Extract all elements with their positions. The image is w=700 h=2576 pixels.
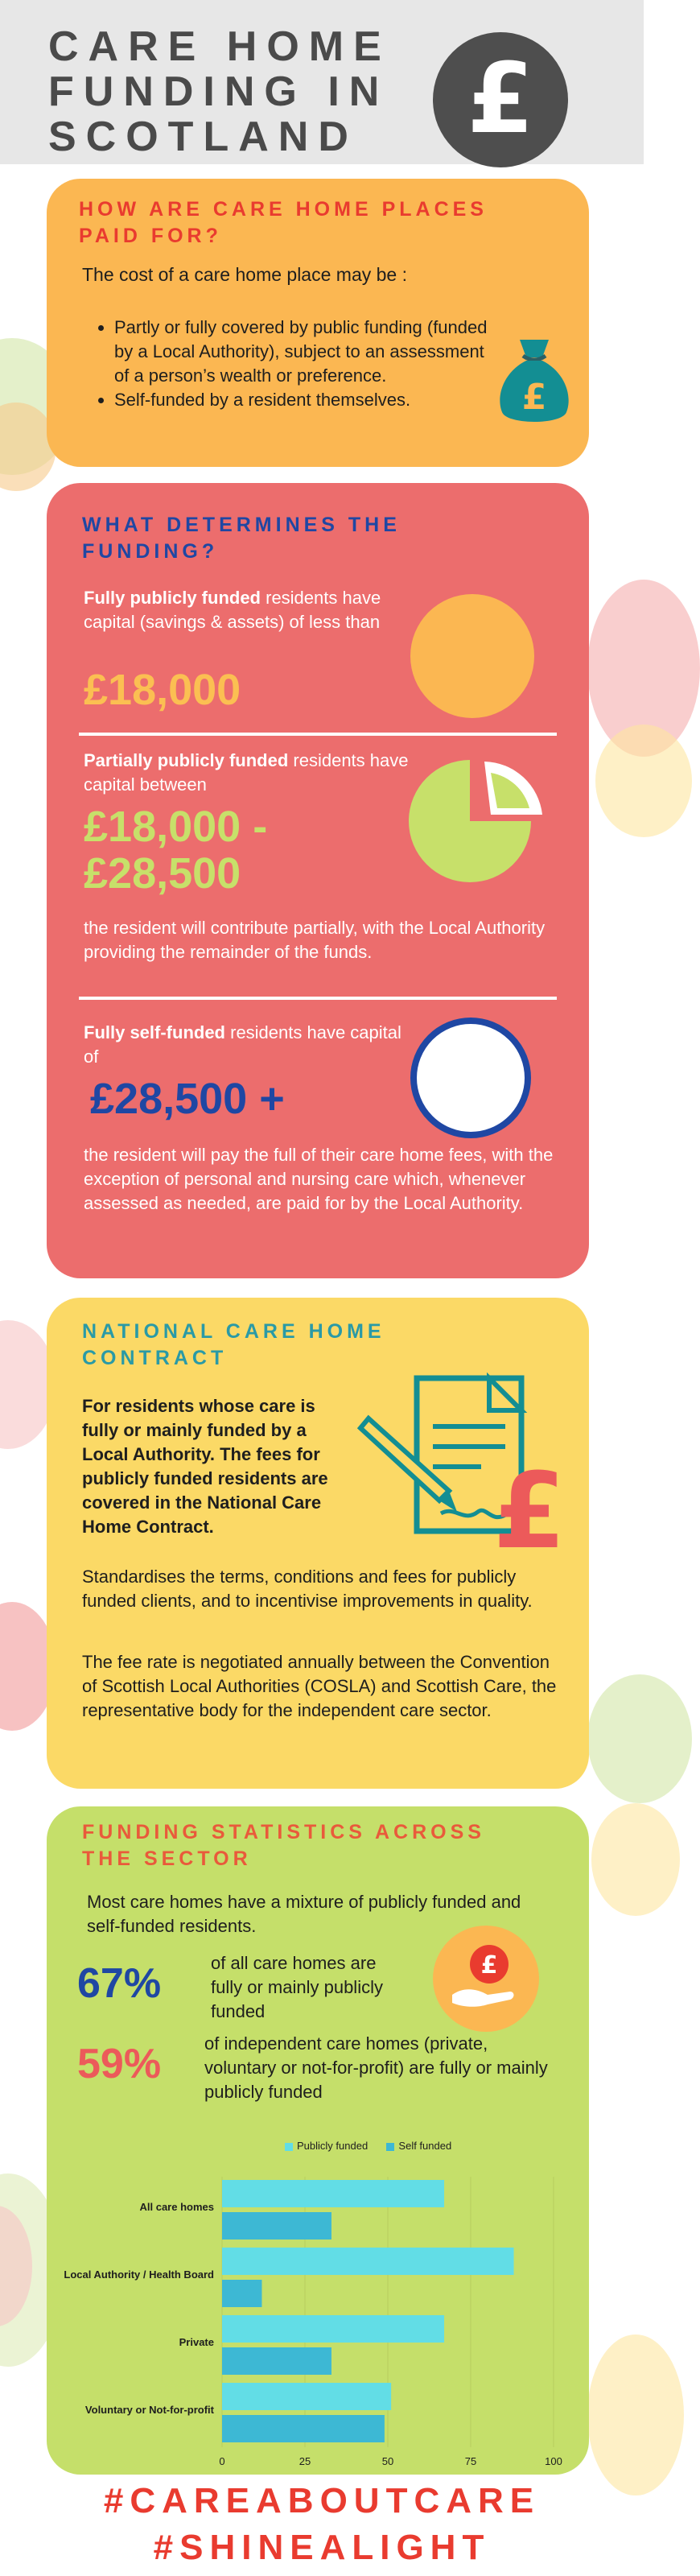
stat-67-value: 67% (77, 1960, 162, 2007)
legend-label-public: Publicly funded (297, 2140, 369, 2152)
category-label: All care homes (139, 2201, 214, 2213)
self-text: residents have capital of (84, 1022, 401, 1067)
x-tick-label: 75 (464, 2455, 477, 2467)
x-tick-label: 100 (545, 2455, 562, 2467)
bar-self-funded (222, 2347, 331, 2375)
hashtag-careaboutcare: #CAREABOUTCARE (103, 2481, 541, 2520)
section-divider (79, 997, 557, 1000)
contract-pound-glyph: £ (492, 1450, 566, 1572)
list-item: • Self-funded by a resident themselves. (114, 388, 492, 412)
section-intro: The cost of a care home place may be : (82, 264, 407, 285)
self-note: the resident will pay the full of their care home fees, with the exception of personal and nursing care which, whenever assessed as needed, are paid for by the Local Authority. (84, 1145, 554, 1213)
contract-para-1: For residents whose care is fully or mainly funded by a Local Authority. The fees for publicly funded residents are covered in the National Care Home Contract. (82, 1396, 328, 1537)
contract-para-3: The fee rate is negotiated annually between the Convention of Scottish Local Authorities (COSLA) and Scottish Care, the representative body for the independent care sector. (82, 1652, 557, 1720)
bar-publicly-funded (222, 2315, 444, 2343)
self-amount: £28,500 + (90, 1075, 285, 1123)
bar-publicly-funded (222, 2180, 444, 2207)
bar-publicly-funded (222, 2248, 514, 2275)
pound-icon: £ (433, 32, 568, 167)
decor-blob-yellow-right3 (587, 2334, 684, 2496)
money-bag-icon (496, 332, 573, 428)
hand-coin-icon (431, 1924, 541, 2033)
page-title (48, 24, 451, 159)
title-line-3: SCOTLAND (48, 114, 358, 160)
full-public-description (84, 586, 406, 634)
contract-signing-icon (360, 1370, 570, 1572)
section-title: WHAT DETERMINES THE FUNDING? (82, 514, 401, 563)
legend-swatch-public (285, 2143, 293, 2151)
decor-blob-yellow-right (595, 724, 692, 837)
decor-blob-green-right (587, 1674, 692, 1803)
title-line-1: CARE HOME (48, 23, 391, 70)
partial-text: residents have capital between (84, 750, 409, 795)
x-tick-label: 25 (299, 2455, 311, 2467)
section-funding-statistics (47, 1806, 589, 2475)
bar-self-funded (222, 2415, 385, 2442)
list-item: • Partly or fully covered by public funding (funded by a Local Authority), subject to an assessment of a person’s wealth or preference. (114, 316, 492, 388)
partial-amount-line1: £18,000 - (84, 803, 268, 851)
ring-icon (410, 1018, 531, 1138)
bar-self-funded (222, 2280, 261, 2307)
decor-blob-yellow-right2 (591, 1803, 680, 1916)
section-title: FUNDING STATISTICS ACROSS THE SECTOR (82, 1821, 485, 1870)
legend-swatch-self (386, 2143, 394, 2151)
contract-para-2: Standardises the terms, conditions and fees for publicly funded clients, and to incentivise improvements in quality. (82, 1567, 533, 1611)
category-label: Voluntary or Not-for-profit (84, 2404, 214, 2416)
section-how-paid (47, 179, 589, 467)
full-circle-icon (410, 594, 534, 718)
legend-label-self: Self funded (398, 2140, 452, 2152)
self-description (84, 1021, 406, 1069)
pie-chart-icon (407, 755, 552, 884)
x-tick-label: 0 (219, 2455, 225, 2467)
partial-description (84, 749, 422, 797)
stat-59-value: 59% (77, 2041, 162, 2087)
section-title: HOW ARE CARE HOME PLACES PAID FOR? (79, 198, 488, 247)
full-public-text: residents have capital (savings & assets) of less than (84, 588, 381, 632)
bar-self-funded (222, 2212, 331, 2240)
bag-pound-glyph: £ (521, 377, 547, 418)
partial-amount-line2: £28,500 (84, 849, 241, 898)
stat-59-text: of independent care homes (private, voluntary or not-for-profit) are fully or mainly publicly funded (204, 2033, 548, 2102)
chart-legend (285, 2140, 451, 2152)
category-label: Local Authority / Health Board (64, 2268, 214, 2281)
stats-intro: Most care homes have a mixture of publicly funded and self-funded residents. (87, 1892, 521, 1936)
coin-pound-glyph: £ (480, 1951, 498, 1979)
self-label: Fully self-funded (84, 1022, 225, 1042)
section-national-contract (47, 1298, 589, 1789)
funding-bar-chart (47, 2161, 589, 2467)
partial-note: the resident will contribute partially, with the Local Authority providing the remainder of the funds. (84, 918, 546, 962)
stat-67-text: of all care homes are fully or mainly publicly funded (211, 1953, 383, 2021)
section-title: NATIONAL CARE HOME CONTRACT (82, 1320, 385, 1369)
full-public-label: Fully publicly funded (84, 588, 261, 608)
category-label: Private (179, 2336, 214, 2348)
title-line-2: FUNDING IN (48, 68, 389, 115)
section-divider (79, 733, 557, 736)
bar-publicly-funded (222, 2383, 391, 2410)
funding-bullet-list (114, 316, 492, 412)
full-public-amount: £18,000 (84, 666, 241, 714)
hashtag-shinealight: #SHINEALIGHT (153, 2528, 491, 2567)
section-what-determines (47, 483, 589, 1278)
partial-label: Partially publicly funded (84, 750, 289, 770)
x-tick-label: 50 (381, 2455, 394, 2467)
